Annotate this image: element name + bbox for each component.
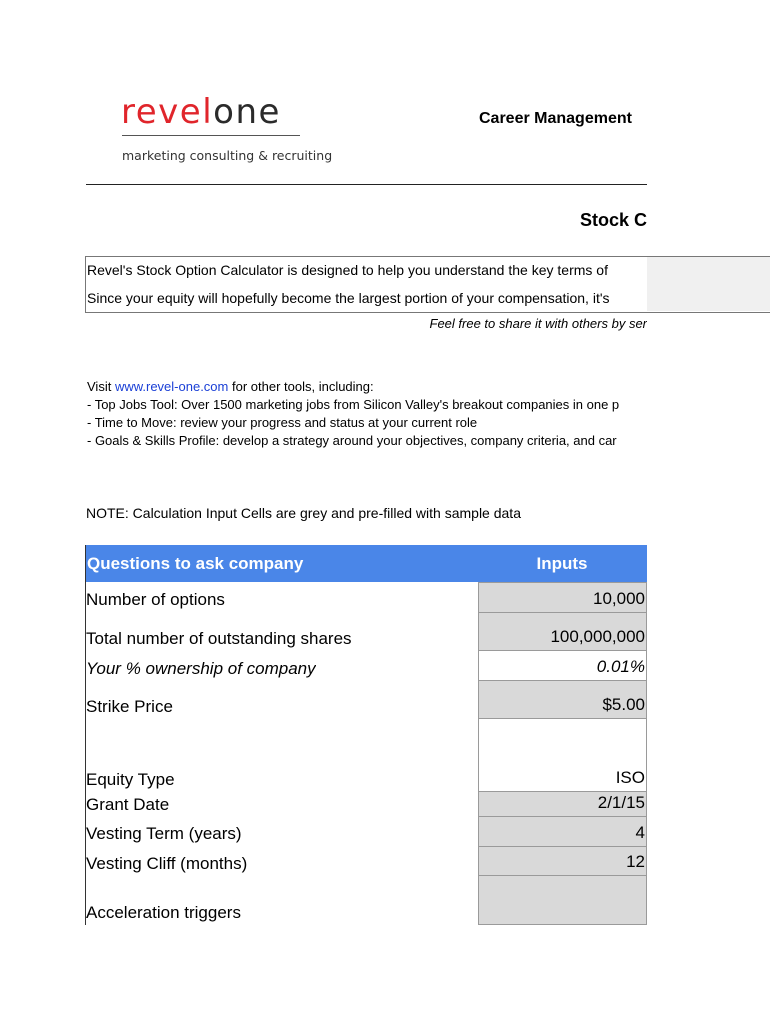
row-label-outstanding-shares: Total number of outstanding shares [86,629,352,648]
row-label-strike-price: Strike Price [86,697,173,716]
intro-line-2: Since your equity will hopefully become the largest portion of your compensation, it's [87,290,610,306]
share-note: Feel free to share it with others by ser [429,316,647,331]
input-strike-price[interactable] [478,680,647,719]
logo-underline [122,135,300,136]
input-strike-price-value: $5.00 [602,695,645,714]
input-outstanding-shares[interactable] [478,612,647,651]
visit-suffix: for other tools, including: [228,379,374,394]
tool-bullet-time-to-move: - Time to Move: review your progress and status at your current role [87,415,478,430]
logo-word-revel: revel [121,92,214,132]
visit-line [87,379,647,394]
input-vesting-cliff[interactable] [478,846,647,876]
row-label-vesting-cliff: Vesting Cliff (months) [86,854,248,873]
row-label-vesting-term: Vesting Term (years) [86,824,242,843]
sheet-title: Stock C [579,210,647,230]
revelone-logo [121,92,281,132]
input-vesting-cliff-value: 12 [626,852,645,871]
input-vesting-term[interactable] [478,816,647,847]
column-header-questions: Questions to ask company [87,554,304,573]
input-vesting-term-value: 4 [635,823,645,842]
input-grant-date-value: 2/1/15 [597,793,645,812]
logo-word-one: one [213,92,281,132]
input-equity-type-value: ISO [615,768,645,787]
input-equity-type[interactable] [478,718,647,792]
revel-one-link[interactable]: www.revel-one.com [114,379,229,394]
row-label-equity-type: Equity Type [86,770,175,789]
calc-ownership-percent-value: 0.01% [596,657,645,676]
row-label-grant-date: Grant Date [86,795,170,814]
tool-bullet-top-jobs: - Top Jobs Tool: Over 1500 marketing jobs from Silicon Valley's breakout companies in one p [87,397,620,412]
calc-ownership-percent [478,650,647,681]
row-label-acceleration-triggers: Acceleration triggers [86,903,241,922]
table-header [85,545,647,582]
input-cells-note: NOTE: Calculation Input Cells are grey and pre-filled with sample data [86,505,521,521]
input-acceleration-triggers[interactable] [478,875,647,925]
logo-tagline: marketing consulting & recruiting [122,148,333,163]
column-header-inputs: Inputs [536,554,588,573]
row-label-number-of-options: Number of options [86,590,225,609]
input-number-of-options[interactable] [478,582,647,613]
intro-line-1: Revel's Stock Option Calculator is designed to help you understand the key terms of [87,262,608,278]
input-number-of-options-value: 10,000 [593,589,645,608]
tool-bullet-goals-skills: - Goals & Skills Profile: develop a strategy around your objectives, company criteria, and car [87,433,617,448]
row-label-ownership: Your % ownership of company [86,659,316,678]
visit-prefix: Visit [87,379,115,394]
header-divider [86,184,647,185]
header-title: Career Management [479,110,632,127]
input-grant-date[interactable] [478,791,647,817]
input-outstanding-shares-value: 100,000,000 [550,627,645,646]
